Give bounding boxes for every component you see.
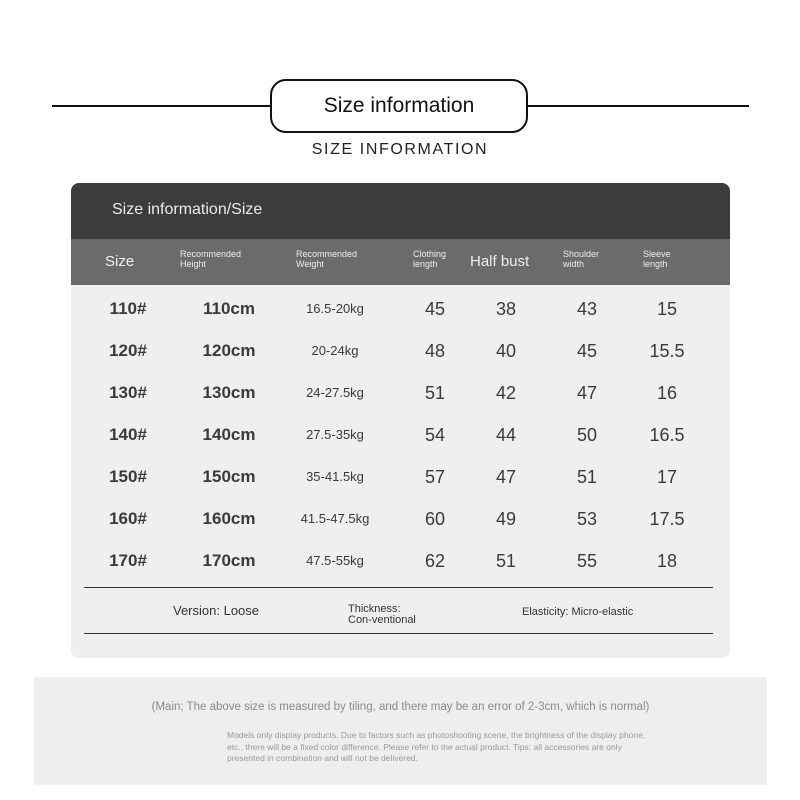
- cell-weight: 20-24kg: [311, 343, 359, 358]
- cell-shoulder-width: 53: [576, 509, 598, 529]
- col-header-height: Recommended Height: [180, 249, 242, 269]
- footer-bottom-divider: [84, 633, 713, 634]
- cell-shoulder-width: 51: [576, 467, 598, 487]
- footer-elasticity: Elasticity: Micro-elastic: [522, 606, 634, 618]
- cell-half-bust: 42: [495, 383, 517, 403]
- cell-size: 110#: [109, 299, 147, 318]
- table-title: Size information/Size: [71, 183, 730, 239]
- cell-height: 110cm: [203, 299, 255, 318]
- size-table-card: [71, 183, 730, 658]
- cell-clothing-length: 60: [424, 509, 446, 529]
- cell-sleeve-length: 17: [656, 467, 678, 487]
- table-row: [71, 417, 730, 455]
- footer-version: Version: Loose: [173, 603, 260, 618]
- cell-clothing-length: 62: [424, 551, 446, 571]
- cell-height: 170cm: [202, 551, 256, 570]
- cell-weight: 16.5-20kg: [306, 301, 364, 316]
- footer-thickness: Thickness: Con-ventional: [348, 603, 416, 626]
- header-right-line: [528, 105, 749, 107]
- cell-sleeve-length: 16: [656, 383, 678, 403]
- cell-size: 130#: [109, 383, 147, 402]
- cell-size: 150#: [109, 467, 147, 486]
- page-title-text: Size information: [323, 94, 475, 117]
- cell-weight: 27.5-35kg: [306, 427, 364, 442]
- cell-weight: 47.5-55kg: [306, 553, 364, 568]
- col-header-weight: Recommended Weight: [296, 249, 358, 269]
- cell-shoulder-width: 50: [576, 425, 598, 445]
- cell-half-bust: 47: [495, 467, 517, 487]
- column-header-row: [71, 239, 730, 285]
- cell-sleeve-length: 18: [656, 551, 678, 571]
- header-left-line: [52, 105, 272, 107]
- col-header-size: Size: [105, 253, 135, 270]
- cell-size: 140#: [109, 425, 147, 444]
- cell-weight: 41.5-47.5kg: [300, 511, 370, 526]
- cell-half-bust: 40: [495, 341, 517, 361]
- table-row: [71, 333, 730, 371]
- cell-clothing-length: 57: [424, 467, 446, 487]
- cell-half-bust: 38: [495, 299, 517, 319]
- table-row: [71, 375, 730, 413]
- table-row: [71, 501, 730, 539]
- cell-shoulder-width: 45: [576, 341, 598, 361]
- cell-size: 120#: [109, 341, 147, 360]
- table-row: [71, 459, 730, 497]
- measurement-note: (Main; The above size is measured by tiling, and there may be an error of 2-3cm, which is normal): [151, 701, 650, 713]
- disclaimer-note: Models only display products. Due to factors such as photoshooting scene, the brightness of the display phone, etc., there will be a fixed color difference. Please refer to the actual product. Tips: all accessories are only presented in combination and will not be delivered.: [227, 730, 646, 763]
- col-header-shoulder-width: Shoulder width: [563, 249, 600, 269]
- col-header-sleeve-length: Sleeve length: [643, 249, 671, 269]
- col-header-half-bust: Half bust: [470, 253, 530, 270]
- cell-weight: 35-41.5kg: [306, 469, 364, 484]
- page-title: [270, 79, 528, 133]
- notes-box: [34, 677, 767, 785]
- table-row: [71, 291, 730, 329]
- cell-height: 160cm: [202, 509, 256, 528]
- cell-clothing-length: 48: [424, 341, 446, 361]
- col-header-clothing-length: Clothing length: [413, 249, 447, 269]
- cell-clothing-length: 45: [424, 299, 446, 319]
- cell-height: 120cm: [202, 341, 256, 360]
- cell-half-bust: 44: [495, 425, 517, 445]
- cell-sleeve-length: 15.5: [649, 341, 685, 361]
- cell-sleeve-length: 17.5: [649, 509, 685, 529]
- page-subtitle: SIZE INFORMATION: [311, 141, 489, 158]
- cell-clothing-length: 54: [424, 425, 446, 445]
- cell-clothing-length: 51: [424, 383, 446, 403]
- cell-shoulder-width: 47: [576, 383, 598, 403]
- cell-half-bust: 49: [495, 509, 517, 529]
- cell-weight: 24-27.5kg: [306, 385, 364, 400]
- cell-shoulder-width: 55: [576, 551, 598, 571]
- cell-height: 140cm: [202, 425, 256, 444]
- cell-sleeve-length: 16.5: [649, 425, 685, 445]
- table-row: [71, 543, 730, 581]
- cell-height: 150cm: [202, 467, 256, 486]
- cell-sleeve-length: 15: [656, 299, 678, 319]
- cell-shoulder-width: 43: [576, 299, 598, 319]
- cell-size: 170#: [109, 551, 147, 570]
- footer-top-divider: [84, 587, 713, 588]
- cell-height: 130cm: [202, 383, 256, 402]
- cell-size: 160#: [109, 509, 147, 528]
- cell-half-bust: 51: [495, 551, 517, 571]
